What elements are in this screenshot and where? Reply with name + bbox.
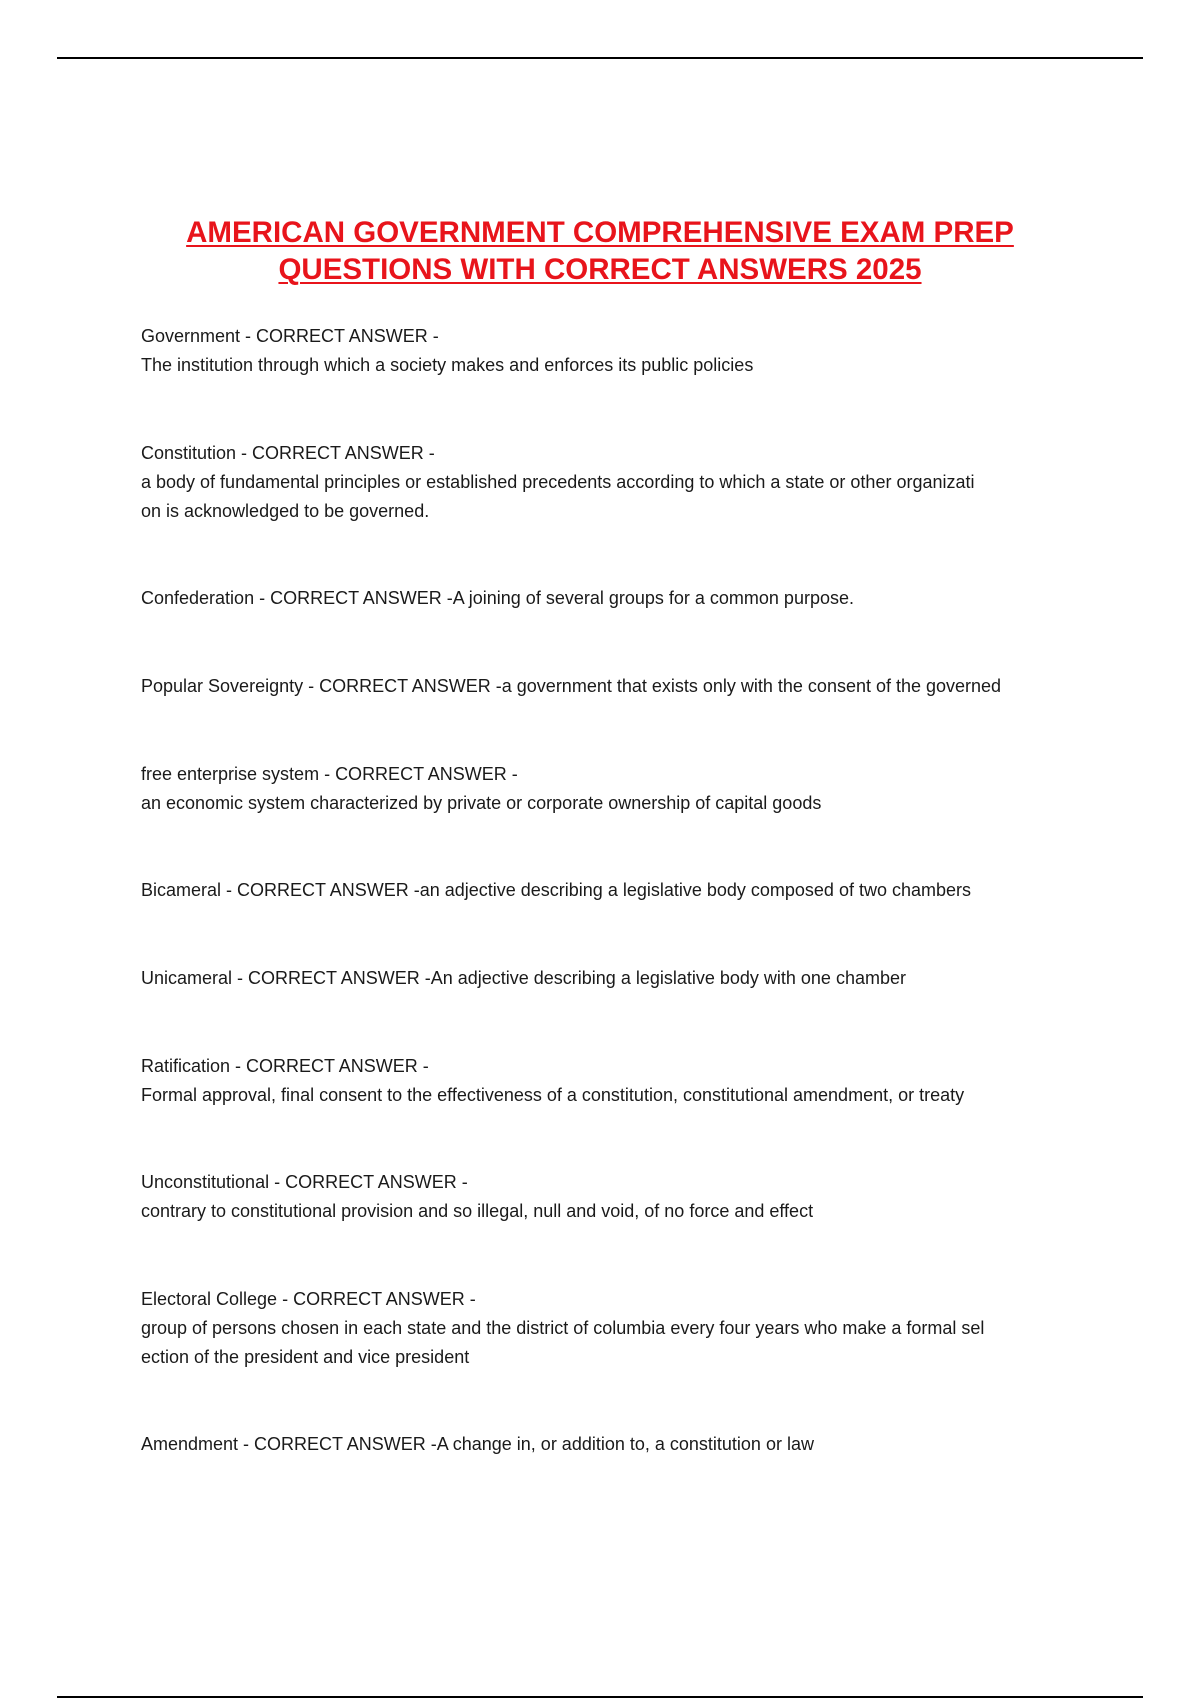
entry-term-line: Unconstitutional - CORRECT ANSWER -: [141, 1172, 468, 1192]
entry-popular-sovereignty: [141, 672, 1061, 701]
document-title: [120, 214, 1080, 288]
title-line-2: QUESTIONS WITH CORRECT ANSWERS 2025: [278, 253, 922, 286]
entry-definition-line: Formal approval, final consent to the effectiveness of a constitution, constitutional amendment, or treaty: [141, 1085, 965, 1105]
entry-term-line: Amendment - CORRECT ANSWER -A change in, or addition to, a constitution or law: [141, 1434, 814, 1454]
entry-government: [141, 322, 1061, 380]
entry-definition-line: a body of fundamental principles or established precedents according to which a state or other organizati: [141, 472, 975, 492]
top-divider: [57, 57, 1143, 59]
entry-electoral-college: [141, 1285, 1061, 1372]
entry-bicameral: [141, 876, 1061, 905]
entry-term-line: Confederation - CORRECT ANSWER -A joining of several groups for a common purpose.: [141, 588, 854, 608]
entry-term-line: free enterprise system - CORRECT ANSWER -: [141, 764, 518, 784]
entry-confederation: [141, 584, 1061, 613]
entry-term-line: Government - CORRECT ANSWER -: [141, 326, 439, 346]
entry-unicameral: [141, 964, 1061, 993]
bottom-divider: [57, 1696, 1143, 1698]
entry-definition-line: The institution through which a society makes and enforces its public policies: [141, 355, 754, 375]
entry-term-line: Constitution - CORRECT ANSWER -: [141, 443, 435, 463]
entry-definition-line: group of persons chosen in each state and the district of columbia every four years who make a formal sel: [141, 1318, 985, 1338]
entry-definition-line: contrary to constitutional provision and so illegal, null and void, of no force and effect: [141, 1201, 814, 1221]
entry-amendment: [141, 1430, 1061, 1459]
entry-term-line: Unicameral - CORRECT ANSWER -An adjective describing a legislative body with one chamber: [141, 968, 906, 988]
entry-constitution: [141, 439, 1061, 526]
entry-free-enterprise-system: [141, 760, 1061, 818]
title-line-1: AMERICAN GOVERNMENT COMPREHENSIVE EXAM PREP: [186, 216, 1014, 249]
entry-unconstitutional: [141, 1168, 1061, 1226]
entry-term-line: Popular Sovereignty - CORRECT ANSWER -a government that exists only with the consent of the governed: [141, 676, 1002, 696]
entry-term-line: Ratification - CORRECT ANSWER -: [141, 1056, 429, 1076]
entry-definition-line: ection of the president and vice president: [141, 1347, 470, 1367]
entry-definition-line: an economic system characterized by private or corporate ownership of capital goods: [141, 793, 822, 813]
entry-term-line: Electoral College - CORRECT ANSWER -: [141, 1289, 476, 1309]
entry-ratification: [141, 1052, 1061, 1110]
entry-term-line: Bicameral - CORRECT ANSWER -an adjective describing a legislative body composed of two chambers: [141, 880, 972, 900]
entry-definition-line: on is acknowledged to be governed.: [141, 501, 430, 521]
